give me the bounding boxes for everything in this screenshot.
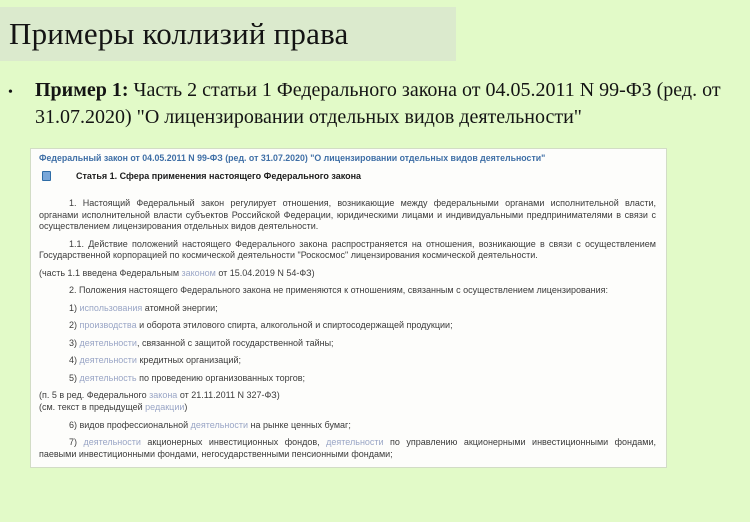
inline-link[interactable]: использования [79,302,143,313]
inline-link[interactable]: закона [149,390,178,400]
inline-link[interactable]: деятельности [83,437,141,447]
page-title: Примеры коллизий права [9,16,349,51]
text-segment: на рынке ценных бумаг; [248,419,351,430]
inline-link[interactable]: деятельности [190,419,249,430]
document-paragraph [39,373,656,385]
text-segment: ) [184,402,188,412]
text-segment: 1.1. Действие положений настоящего Федерального закона распространяется на отношения, возникающие в связи с осуществлением Государственной корпорацией по космической деятельности "Роскосмос" лицензирования космической деятельности. [39,238,656,260]
bullet-body: Часть 2 статьи 1 Федерального закона от 04.05.2011 N 99-ФЗ (ред. от 31.07.2020) "О лицензировании отдельных видов деятельности" [35,79,721,128]
document-paragraph [39,239,656,262]
text-segment: 2. Положения настоящего Федерального закона не применяются к отношениям, связанным с осуществлением лицензирования: [69,285,609,295]
text-segment: 6) видов профессиональной [69,419,191,430]
text-segment: и оборота этилового спирта, алкогольной и спиртосодержащей продукции; [136,320,453,330]
document-paragraph [39,390,656,402]
article-heading-row [39,171,656,183]
inline-link[interactable]: редакции [145,402,185,412]
text-segment: (часть 1.1 введена Федеральным [39,267,182,278]
text-segment: атомной энергии; [142,302,218,313]
info-icon[interactable] [42,171,51,181]
document-paragraph [39,285,656,297]
bullet-marker: • [8,85,13,100]
inline-link[interactable]: законом [181,267,216,278]
text-segment: (п. 5 в ред. Федерального [39,390,150,400]
text-segment: (см. текст в предыдущей [39,402,146,412]
document-screenshot [30,148,667,468]
text-segment: по проведению организованных торгов; [136,372,305,383]
text-segment: 3) [69,337,80,348]
text-segment: , связанной с защитой государственной тайны; [136,337,334,348]
inline-link[interactable]: деятельности [326,437,384,447]
text-segment: от 15.04.2019 N 54-ФЗ) [215,267,315,278]
article-heading: Статья 1. Сфера применения настоящего Федерального закона [76,170,362,181]
text-segment: акционерных инвестиционных фондов, [140,437,327,447]
document-header: Федеральный закон от 04.05.2011 N 99-ФЗ (ред. от 31.07.2020) "О лицензировании отдельных видов деятельности" [39,153,546,163]
document-paragraph [39,303,656,315]
document-paragraph [39,420,656,432]
text-segment: 4) [69,355,80,365]
document-paragraph [39,268,656,280]
document-paragraph [39,320,656,332]
text-segment: 1) [69,302,80,313]
document-paragraph [39,402,656,414]
inline-link[interactable]: деятельности [79,355,137,365]
text-segment: 5) [69,372,80,383]
document-paragraph [39,338,656,350]
text-segment: 1. Настоящий Федеральный закон регулирует отношения, возникающие между федеральными органами исполнительной власти, органами исполнительной власти субъектов Российской Федерации, юридическими лицами и индивидуальными предпринимателями в связи с осуществлением лицензирования отдельных видов деятельности. [39,198,656,231]
bullet-item [8,77,724,130]
inline-link[interactable]: деятельность [79,372,137,383]
document-paragraph [39,355,656,367]
document-paragraph [39,198,656,233]
inline-link[interactable]: производства [79,320,137,330]
inline-link[interactable]: деятельности [79,337,137,348]
document-paragraph [39,437,656,460]
title-band [0,7,456,61]
text-segment: 2) [69,320,80,330]
bullet-text [35,77,724,130]
text-segment: по управлению акционерными инвестиционными фондами, паевыми инвестиционными фондами, негосударственными пенсионными фондами; [39,437,656,459]
document-paragraphs [39,198,656,460]
text-segment: кредитных организаций; [136,355,241,365]
text-segment: от 21.11.2011 N 327-ФЗ) [177,390,280,400]
text-segment: 7) [69,437,84,447]
bullet-label: Пример 1: [35,79,129,101]
